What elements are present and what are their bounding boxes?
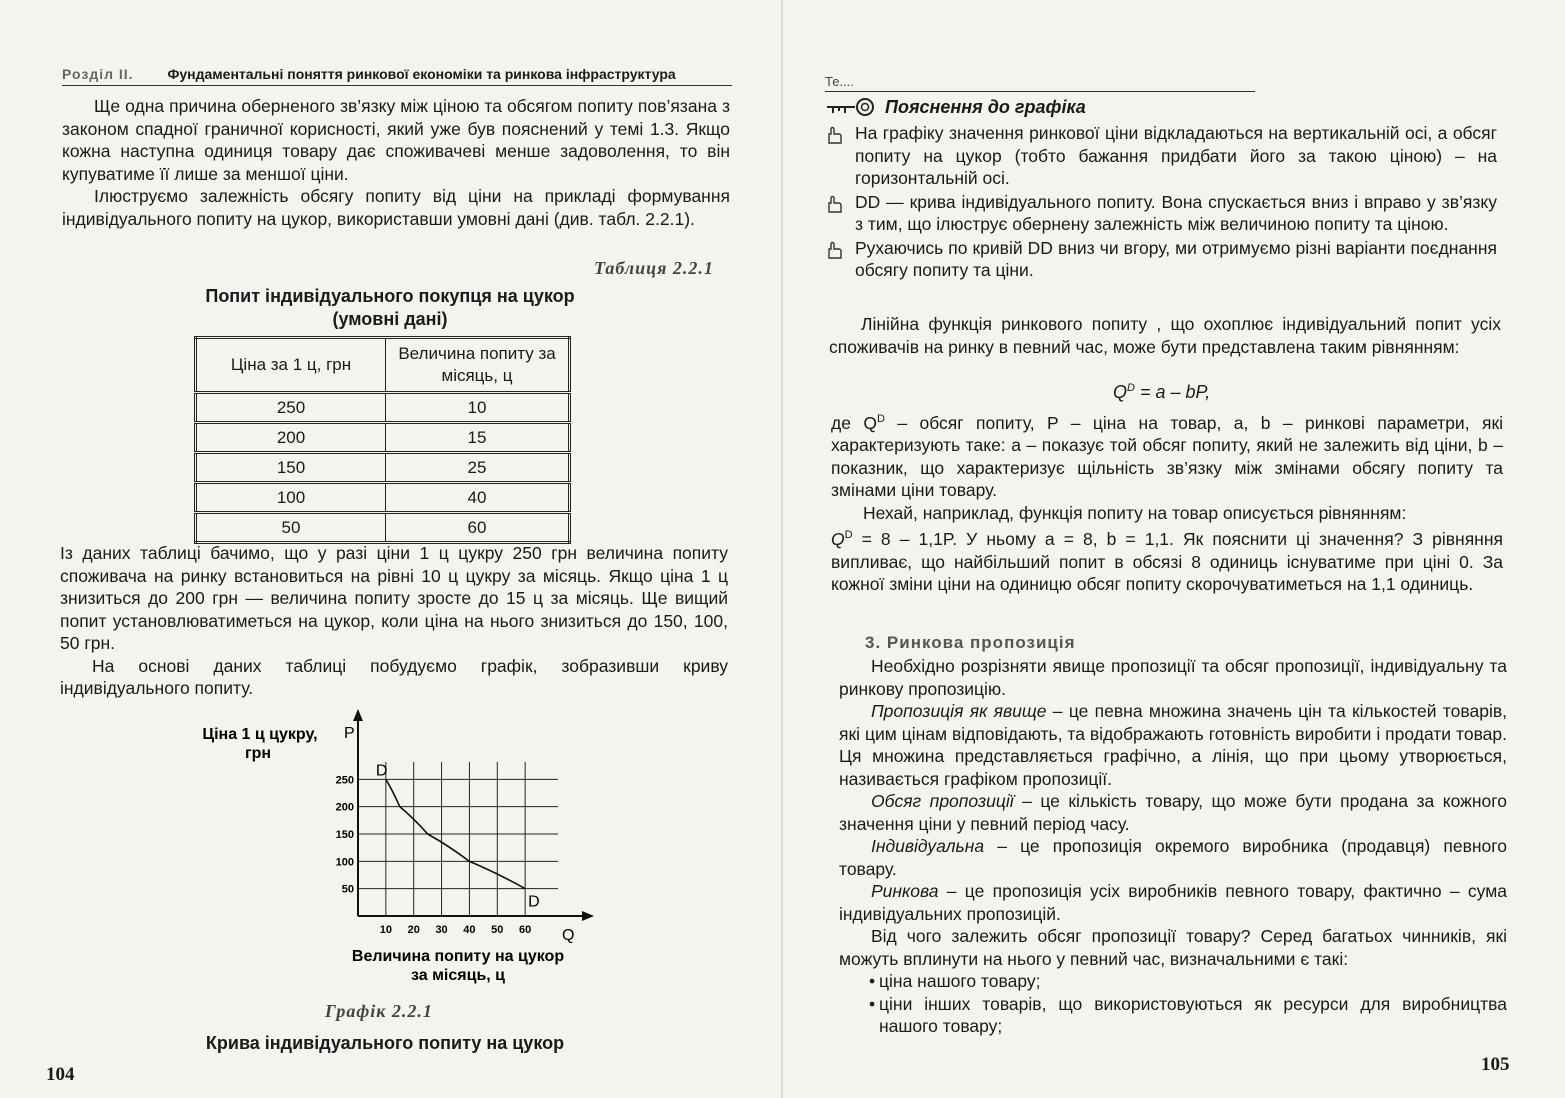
y-axis-label: грн xyxy=(244,745,272,762)
y-tick-label: 150 xyxy=(335,829,354,841)
hand-pointer-icon xyxy=(825,191,855,236)
paragraph: Необхідно розрізняти явище пропозиції та обсяг пропозиції, індивідуальну та ринкову пропозицію. xyxy=(839,656,1507,699)
demand-formula: $Q^D = a$ – bP, xyxy=(1113,382,1211,402)
right-page xyxy=(783,0,1565,1098)
chart-grid xyxy=(353,709,594,921)
y-tick-label: 100 xyxy=(335,856,354,869)
x-axis-label: Величина попиту на цукор xyxy=(351,948,565,965)
curve-label-end: D xyxy=(528,893,540,911)
linear-function-text xyxy=(829,313,1501,358)
list-item-text: DD — крива індивідуального попиту. Вона спускається вниз і вправо у зв’язку з тим, що ілюструє обернену залежність між величиною попиту та ціною. xyxy=(855,191,1497,234)
curve-label-start: D xyxy=(375,762,388,780)
y-tick-label: 200 xyxy=(335,801,354,814)
y-axis-arrow xyxy=(353,709,363,721)
x-axis-letter: Q xyxy=(562,927,575,944)
page-number: 104 xyxy=(46,1064,75,1085)
table-cell: 200 xyxy=(196,423,386,453)
demand-chart-svg xyxy=(180,705,620,995)
y-tick-label: 250 xyxy=(335,774,354,787)
table-cell: 40 xyxy=(386,483,570,513)
paragraph: Із даних таблиці бачимо, що у разі ціни 1 ц цукру 250 грн величина попиту споживача на ринку встановиться на рівні 10 ц цукру за місяць. Якщо ціна 1 ц знизиться до 200 грн — величина попиту зросте до 15 ц за місяць. Ще вищий попит установлюватиметься на цукор, коли ціна на нього знизиться до 150, 100, 50 грн. xyxy=(60,543,728,653)
key-icon xyxy=(825,96,877,118)
list-item-text: На графіку значення ринкової ціни відкладаються на вертикальній осі, а обсяг попиту на цукор (тобто бажання придбати його за такою ціною) – на горизонтальній осі. xyxy=(855,123,1497,188)
table-row xyxy=(196,393,570,423)
section-label: Розділ II. xyxy=(62,66,134,82)
table-cell: 150 xyxy=(196,453,386,483)
y-axis-label: Ціна 1 ц цукру, xyxy=(202,726,318,743)
paragraph: $Q^D = 8 - 1,1P$. У ньому a = 8, b = 1,1. Як пояснити ці значення? З рівняння випливає, що найбільший попит в обсязі 8 одиниць існуватиме при ціні 0. За кожної зміни ціни на одиницю обсяг попиту скорочуватиметься на 1,1 одиниць. xyxy=(831,529,1503,595)
table-cell: 50 xyxy=(196,513,386,543)
table-header-row xyxy=(196,338,570,393)
section-title: Фундаментальні поняття ринкової економіки та ринкова інфраструктура xyxy=(167,66,676,82)
table-header: Величина попиту за місяць, ц xyxy=(386,338,570,393)
x-tick-label: 40 xyxy=(463,924,476,936)
section-heading: 3. Ринкова пропозиція xyxy=(865,633,1076,652)
table-cell: 25 xyxy=(386,453,570,483)
table-cell: 250 xyxy=(196,393,386,423)
x-tick-label: 10 xyxy=(379,924,392,936)
chart-title: Крива індивідуального попиту на цукор xyxy=(205,1033,565,1053)
explanation-list xyxy=(825,122,1497,283)
x-tick-label: 30 xyxy=(435,924,448,936)
paragraph: Нехай, наприклад, функція попиту на товар описується рівнянням: xyxy=(863,502,1407,523)
paragraph: де $Q^D$ – обсяг попиту, P – ціна на товар, a, b – ринкові параметри, які характеризують таке: a – показує той обсяг попиту, який не залежить від ціни, b – показник, що характеризує щільність зв’язку між змінами обсягу попиту та змінами ціни товару. xyxy=(831,412,1503,501)
table-commentary xyxy=(60,542,728,700)
list-item xyxy=(825,191,1497,236)
explanation-heading xyxy=(825,96,1086,118)
table-title xyxy=(150,285,630,331)
table-cell: 10 xyxy=(386,393,570,423)
demand-chart xyxy=(180,705,620,995)
table-title-line: (умовні дані) xyxy=(332,309,448,329)
explanation-title: Пояснення до графіка xyxy=(885,96,1086,117)
paragraph: Лінійна функція ринкового попиту , що охоплює індивідуальний попит усіх споживачів на ринку в певний час, може бути представлена таким рівнянням: xyxy=(829,314,1501,357)
paragraph: На основі даних таблиці побудуємо графік, зобразивши криву індивідуального попиту. xyxy=(60,655,728,698)
table-row xyxy=(196,513,570,543)
intro-text xyxy=(62,95,730,230)
list-item-text: Рухаючись по кривій DD вниз чи вгору, ми отримуємо різні варіанти поєднання обсягу попиту та ціни. xyxy=(855,237,1497,280)
hand-pointer-icon xyxy=(825,237,855,282)
paragraph: Ілюструємо залежність обсягу попиту від ціни на прикладі формування індивідуального попиту на цукор, використавши умовні дані (див. табл. 2.2.1). xyxy=(62,186,730,229)
paragraph: Від чого залежить обсяг пропозиції товару? Серед багатьох чинників, які можуть вплинути на нього у певний час, визначальними є такі: xyxy=(839,926,1507,969)
chart-caption: Графік 2.2.1 xyxy=(325,1001,433,1021)
parameters-text xyxy=(831,408,1503,596)
page-number: 105 xyxy=(1481,1054,1510,1075)
table-cell: 100 xyxy=(196,483,386,513)
x-tick-label: 50 xyxy=(491,924,504,936)
table-caption: Таблиця 2.2.1 xyxy=(594,258,714,278)
supply-text xyxy=(839,655,1507,1038)
paragraph: Пропозиція як явище – це певна множина значень цін та кількостей товарів, які цим цінам відповідають, та відображають готовність виробити і продати товар. Ця множина представляється графічно, а лінія, що при цьому утворюється, називається графіком пропозиції. xyxy=(839,701,1507,789)
demand-table xyxy=(194,336,571,544)
y-axis-letter: P xyxy=(344,725,355,742)
list-item: • ціна нашого товару; xyxy=(839,970,1507,993)
y-tick-label: 50 xyxy=(341,883,354,896)
table-row xyxy=(196,423,570,453)
paragraph: Ще одна причина оберненого зв’язку між ціною та обсягом попиту пов’язана з законом спадної граничної корисності, який уже був пояснений у темі 1.3. Якщо кожна наступна одиниця товару дає споживачеві менше задоволення, то він купуватиме її лише за меншої ціни. xyxy=(62,96,730,184)
factors-list xyxy=(839,970,1507,1038)
left-page xyxy=(0,0,782,1098)
list-item: • ціни інших товарів, що використовуються як ресурси для виробництва нашого товару; xyxy=(839,993,1507,1038)
paragraph: Ринкова – це пропозиція усіх виробників певного товару, фактично – сума індивідуальних пропозицій. xyxy=(839,881,1507,924)
list-item xyxy=(825,122,1497,190)
x-axis-label: за місяць, ц xyxy=(411,967,505,984)
x-axis-arrow xyxy=(582,911,594,921)
x-tick-label: 20 xyxy=(407,924,420,936)
running-head: Те.... xyxy=(825,74,1255,92)
table-row xyxy=(196,453,570,483)
list-item xyxy=(825,237,1497,282)
x-tick-label: 60 xyxy=(519,924,532,936)
table-header: Ціна за 1 ц, грн xyxy=(196,338,386,393)
running-head xyxy=(62,66,732,86)
paragraph: Обсяг пропозиції – це кількість товару, що може бути продана за кожного значення ціни у певний період часу. xyxy=(839,791,1507,834)
table-cell: 15 xyxy=(386,423,570,453)
table-cell: 60 xyxy=(386,513,570,543)
table-row xyxy=(196,483,570,513)
hand-pointer-icon xyxy=(825,122,855,190)
table-title-line: Попит індивідуального покупця на цукор xyxy=(205,286,575,306)
paragraph: Індивідуальна – це пропозиція окремого виробника (продавця) певного товару. xyxy=(839,836,1507,879)
